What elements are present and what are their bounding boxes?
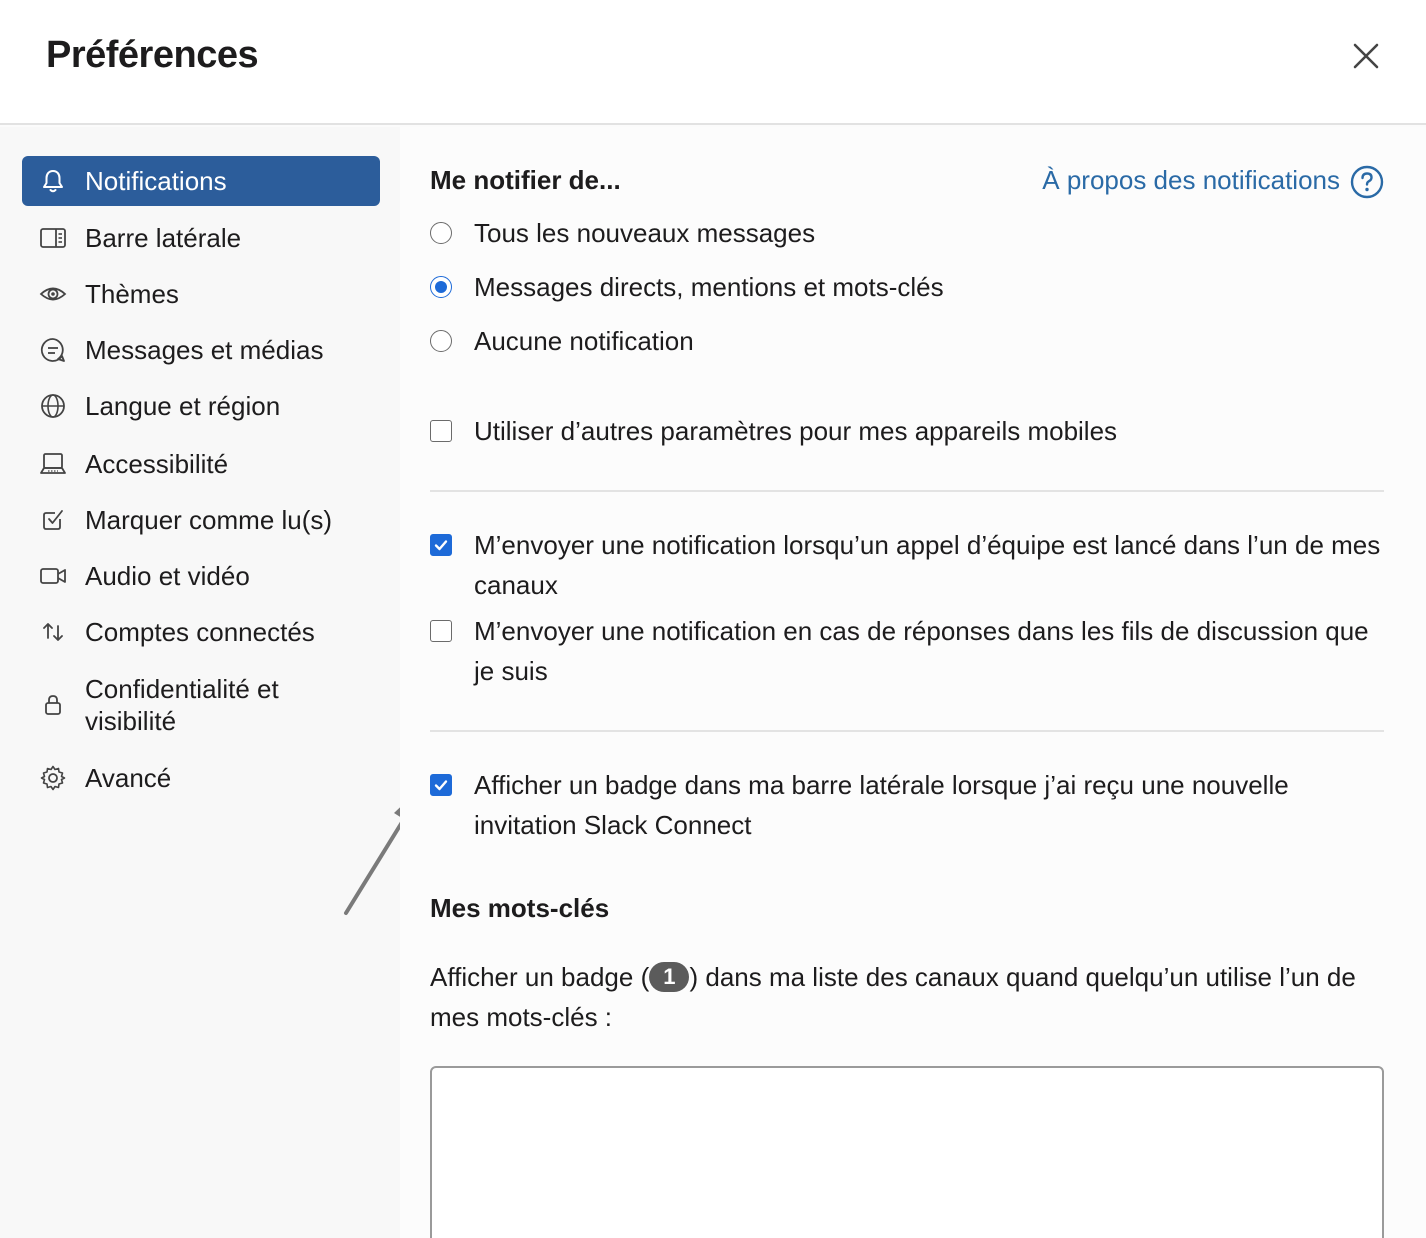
- sidebar-item-sidebar[interactable]: [22, 213, 380, 263]
- checkbox-mark-icon: [38, 505, 68, 535]
- sidebar-item-label: Barre latérale: [85, 222, 242, 253]
- arrows-exchange-icon: [38, 617, 68, 647]
- sidebar-item-notifications[interactable]: [22, 156, 380, 206]
- radio-button[interactable]: [430, 222, 452, 244]
- close-icon[interactable]: [1346, 36, 1386, 76]
- sidebar-item-label: Avancé: [85, 762, 172, 793]
- sidebar-item-label: Marquer comme lu(s): [85, 504, 333, 535]
- keywords-text-before: Afficher un badge (: [430, 962, 650, 992]
- sidebar-panel-icon: [38, 223, 68, 253]
- eye-icon: [38, 279, 68, 309]
- divider: [430, 730, 1384, 732]
- page-title: Préférences: [46, 34, 259, 76]
- checkbox-label: Utiliser d’autres paramètres pour mes appareils mobiles: [474, 416, 1118, 446]
- count-badge: 1: [649, 962, 689, 992]
- sidebar-item-language-region[interactable]: [22, 381, 380, 431]
- keywords-text-after: ) dans ma liste des canaux quand quelqu’un utilise l’un de mes mots-clés :: [430, 962, 1356, 1032]
- radio-option-direct-mentions[interactable]: [430, 267, 1384, 307]
- radio-button-selected[interactable]: [430, 276, 452, 298]
- keywords-textarea[interactable]: [430, 1066, 1384, 1238]
- sidebar-item-messages-media[interactable]: [22, 325, 380, 375]
- divider: [430, 490, 1384, 492]
- preferences-header: [0, 0, 1426, 125]
- sidebar-item-privacy-visibility[interactable]: [22, 669, 380, 741]
- video-camera-icon: [38, 561, 68, 591]
- sidebar-item-label: Notifications: [85, 165, 227, 196]
- checkbox-label: M’envoyer une notification en cas de réponses dans les fils de discussion que je suis: [474, 616, 1369, 686]
- checkbox[interactable]: [430, 420, 452, 442]
- radio-option-none[interactable]: [430, 321, 1384, 361]
- checkbox-checked[interactable]: [430, 774, 452, 796]
- radio-label: Messages directs, mentions et mots-clés: [474, 272, 944, 302]
- radio-label: Aucune notification: [474, 326, 694, 356]
- checkbox-checked[interactable]: [430, 534, 452, 556]
- checkbox-label: Afficher un badge dans ma barre latérale lorsque j’ai reçu une nouvelle invitation Slack Connect: [474, 770, 1289, 840]
- checkmark-icon: [433, 537, 449, 553]
- radio-option-all-messages[interactable]: [430, 213, 1384, 253]
- help-icon[interactable]: [1350, 165, 1384, 199]
- sidebar-item-themes[interactable]: [22, 269, 380, 319]
- keywords-heading: Mes mots-clés: [430, 893, 610, 923]
- radio-label: Tous les nouveaux messages: [474, 218, 816, 248]
- sidebar-item-label: Accessibilité: [85, 448, 229, 479]
- huddle-notification-option[interactable]: [430, 525, 1384, 605]
- sidebar-item-label: Confidentialité et visibilité: [85, 674, 279, 736]
- about-notifications-link[interactable]: À propos des notifications: [1042, 165, 1340, 195]
- sidebar-item-label: Messages et médias: [85, 334, 324, 365]
- thread-replies-option[interactable]: [430, 611, 1384, 691]
- message-search-icon: [38, 335, 68, 365]
- slack-connect-badge-option[interactable]: [430, 765, 1384, 845]
- radio-button[interactable]: [430, 330, 452, 352]
- notifications-panel: [400, 127, 1426, 1238]
- preferences-sidebar: [0, 127, 400, 1238]
- sidebar-item-label: Comptes connectés: [85, 616, 315, 647]
- gear-icon: [38, 763, 68, 793]
- laptop-icon: [38, 449, 68, 479]
- sidebar-item-label: Audio et vidéo: [85, 560, 250, 591]
- keywords-description: [430, 957, 1390, 1037]
- lock-icon: [38, 690, 68, 720]
- sidebar-item-label: Thèmes: [85, 278, 179, 309]
- mobile-settings-option[interactable]: [430, 411, 1384, 451]
- sidebar-item-audio-video[interactable]: [22, 551, 380, 601]
- bell-icon: [38, 166, 68, 196]
- sidebar-item-accessibility[interactable]: [22, 439, 380, 489]
- checkbox-label: M’envoyer une notification lorsqu’un appel d’équipe est lancé dans l’un de mes canaux: [474, 530, 1381, 600]
- notify-heading: Me notifier de...: [430, 165, 621, 195]
- sidebar-item-advanced[interactable]: [22, 753, 380, 803]
- checkbox[interactable]: [430, 620, 452, 642]
- sidebar-item-label: Langue et région: [85, 390, 281, 421]
- globe-icon: [38, 391, 68, 421]
- checkmark-icon: [433, 777, 449, 793]
- sidebar-item-mark-as-read[interactable]: [22, 495, 380, 545]
- sidebar-item-connected-accounts[interactable]: [22, 607, 380, 657]
